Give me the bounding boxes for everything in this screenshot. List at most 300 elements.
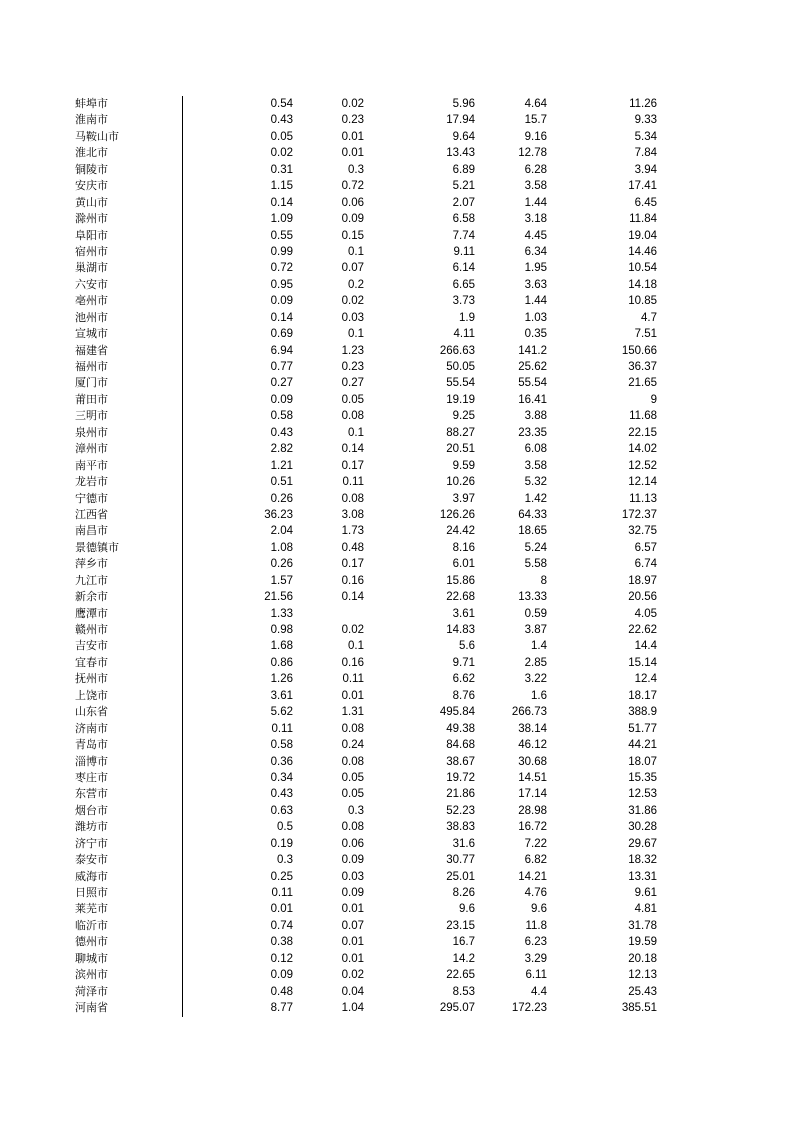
value-cell-col-1: 0.58 (270, 410, 293, 423)
value-cell-col-5: 9.61 (634, 887, 657, 899)
table-row (0, 260, 794, 276)
value-cell-col-5: 4.7 (641, 311, 657, 324)
value-cell-col-1: 0.3 (277, 854, 293, 867)
region-name-cell: 景德镇市 (75, 540, 119, 554)
value-cell-col-4: 12.78 (518, 147, 547, 160)
value-cell-col-2: 0.15 (341, 229, 364, 242)
region-name-cell: 东营市 (75, 787, 108, 801)
value-cell-col-3: 52.23 (446, 804, 475, 817)
value-cell-col-2: 0.07 (341, 262, 364, 275)
table-row (0, 112, 794, 128)
table-row (0, 803, 794, 819)
value-cell-col-3: 9.11 (453, 245, 475, 258)
value-cell-col-1: 0.25 (270, 870, 293, 883)
value-cell-col-3: 49.38 (446, 722, 475, 735)
region-name-cell: 河南省 (75, 1001, 108, 1015)
value-cell-col-1: 36.23 (264, 508, 293, 521)
value-cell-col-4: 64.33 (518, 508, 547, 521)
value-cell-col-5: 11.68 (629, 410, 657, 423)
value-cell-col-2: 0.04 (341, 985, 364, 998)
value-cell-col-1: 1.21 (270, 459, 293, 472)
value-cell-col-2: 0.05 (341, 393, 364, 406)
region-name-cell: 漳州市 (75, 442, 108, 456)
value-cell-col-4: 3.87 (524, 624, 547, 636)
table-row (0, 178, 794, 194)
value-cell-col-2: 0.1 (348, 245, 364, 258)
region-name-cell: 滁州市 (75, 212, 108, 226)
value-cell-col-2: 0.3 (348, 804, 364, 817)
value-cell-col-5: 12.52 (628, 459, 657, 472)
table-row (0, 474, 794, 490)
value-cell-col-1: 0.12 (270, 952, 293, 965)
value-cell-col-4: 8 (540, 574, 547, 587)
value-cell-col-3: 16.7 (452, 936, 475, 949)
value-cell-col-1: 0.31 (270, 163, 293, 176)
table-row (0, 310, 794, 326)
table-row (0, 228, 794, 244)
region-name-cell: 淮北市 (75, 146, 108, 160)
value-cell-col-4: 30.68 (518, 755, 547, 768)
value-cell-col-4: 11.8 (525, 919, 547, 932)
region-name-cell: 新余市 (75, 590, 108, 604)
value-cell-col-2: 0.16 (341, 574, 364, 587)
value-cell-col-3: 266.63 (439, 344, 475, 357)
table-row (0, 408, 794, 424)
value-cell-col-1: 0.95 (270, 278, 293, 291)
value-cell-col-5: 22.15 (628, 426, 657, 439)
value-cell-col-5: 7.84 (634, 147, 657, 160)
value-cell-col-2: 0.02 (341, 98, 364, 110)
value-cell-col-1: 0.69 (270, 328, 293, 341)
value-cell-col-4: 7.22 (524, 837, 547, 850)
region-name-cell: 滨州市 (75, 968, 108, 982)
value-cell-col-5: 18.32 (628, 854, 657, 867)
value-cell-col-4: 1.4 (531, 640, 547, 653)
table-row (0, 869, 794, 885)
value-cell-col-2: 1.73 (341, 525, 364, 538)
value-cell-col-4: 28.98 (518, 804, 547, 817)
value-cell-col-2: 0.01 (341, 903, 364, 916)
table-row (0, 885, 794, 901)
value-cell-col-1: 0.02 (270, 147, 293, 160)
value-cell-col-2: 0.17 (341, 459, 364, 472)
value-cell-col-4: 38.14 (518, 722, 547, 735)
value-cell-col-5: 18.97 (628, 574, 657, 587)
value-cell-col-4: 6.11 (525, 969, 547, 982)
value-cell-col-5: 10.85 (628, 295, 657, 308)
value-cell-col-3: 295.07 (439, 1002, 475, 1015)
value-cell-col-5: 29.67 (628, 837, 657, 850)
region-name-cell: 青岛市 (75, 738, 108, 752)
value-cell-col-4: 1.44 (524, 196, 547, 209)
value-cell-col-5: 14.02 (628, 443, 657, 456)
value-cell-col-2: 0.08 (341, 722, 364, 735)
value-cell-col-4: 4.64 (524, 98, 547, 110)
table-row (0, 606, 794, 622)
value-cell-col-5: 36.37 (628, 361, 657, 373)
value-cell-col-5: 44.21 (628, 739, 657, 752)
region-name-cell: 泰安市 (75, 853, 108, 867)
value-cell-col-1: 0.27 (270, 377, 293, 390)
region-name-cell: 三明市 (75, 409, 108, 423)
value-cell-col-2: 0.08 (341, 755, 364, 768)
value-cell-col-1: 0.58 (270, 739, 293, 752)
value-cell-col-1: 0.36 (270, 755, 293, 768)
value-cell-col-3: 3.61 (452, 607, 475, 620)
value-cell-col-3: 17.94 (446, 114, 475, 127)
value-cell-col-3: 8.53 (452, 985, 475, 998)
value-cell-col-3: 22.65 (446, 969, 475, 982)
value-cell-col-3: 6.62 (452, 673, 475, 686)
value-cell-col-3: 9.71 (452, 656, 475, 669)
value-cell-col-1: 1.26 (270, 673, 293, 686)
table-row (0, 622, 794, 638)
value-cell-col-1: 0.11 (271, 887, 293, 899)
value-cell-col-5: 12.4 (634, 673, 657, 686)
value-cell-col-2: 0.14 (341, 591, 364, 604)
value-cell-col-2: 0.27 (341, 377, 364, 390)
value-cell-col-2: 0.3 (348, 163, 364, 176)
value-cell-col-4: 4.45 (524, 229, 547, 242)
value-cell-col-5: 7.51 (634, 328, 657, 341)
value-cell-col-3: 88.27 (446, 426, 475, 439)
value-cell-col-2: 0.24 (341, 739, 364, 752)
region-name-cell: 枣庄市 (75, 770, 108, 784)
table-row (0, 359, 794, 375)
value-cell-col-3: 55.54 (446, 377, 475, 390)
value-cell-col-5: 51.77 (628, 722, 657, 735)
value-cell-col-1: 1.68 (270, 640, 293, 653)
table-row (0, 491, 794, 507)
value-cell-col-5: 15.14 (628, 656, 657, 669)
value-cell-col-3: 126.26 (439, 508, 475, 521)
value-cell-col-5: 32.75 (628, 525, 657, 538)
table-row (0, 326, 794, 342)
value-cell-col-4: 14.21 (518, 870, 547, 883)
region-name-cell: 莆田市 (75, 392, 108, 406)
value-cell-col-1: 0.74 (270, 919, 293, 932)
value-cell-col-4: 3.29 (524, 952, 547, 965)
value-cell-col-2: 0.01 (341, 147, 364, 160)
region-name-cell: 临沂市 (75, 918, 108, 932)
region-name-cell: 宁德市 (75, 491, 108, 505)
value-cell-col-5: 11.13 (629, 492, 657, 505)
value-cell-col-5: 14.18 (628, 278, 657, 291)
table-row (0, 901, 794, 917)
region-name-cell: 龙岩市 (75, 475, 108, 489)
region-name-cell: 巢湖市 (75, 261, 108, 275)
value-cell-col-3: 9.25 (452, 410, 475, 423)
value-cell-col-5: 385.51 (621, 1002, 657, 1015)
value-cell-col-2: 1.23 (341, 344, 364, 357)
value-cell-col-5: 5.34 (634, 130, 657, 143)
value-cell-col-1: 0.19 (270, 837, 293, 850)
table-row (0, 754, 794, 770)
value-cell-col-5: 6.45 (634, 196, 657, 209)
region-name-cell: 安庆市 (75, 179, 108, 193)
region-name-cell: 铜陵市 (75, 162, 108, 176)
region-name-cell: 厦门市 (75, 376, 108, 390)
region-name-cell: 宿州市 (75, 244, 108, 258)
value-cell-col-1: 0.5 (277, 821, 293, 834)
value-cell-col-2: 0.08 (341, 410, 364, 423)
value-cell-col-1: 0.51 (270, 476, 293, 489)
value-cell-col-1: 5.62 (270, 706, 293, 719)
value-cell-col-3: 8.76 (452, 689, 475, 702)
region-name-cell: 德州市 (75, 935, 108, 949)
region-name-cell: 淮南市 (75, 113, 108, 127)
value-cell-col-3: 14.83 (446, 624, 475, 636)
value-cell-col-1: 1.15 (270, 180, 293, 193)
value-cell-col-1: 0.34 (270, 771, 293, 784)
region-name-cell: 赣州市 (75, 623, 108, 636)
value-cell-col-5: 18.07 (628, 755, 657, 768)
value-cell-col-1: 1.57 (270, 574, 293, 587)
value-cell-col-1: 0.09 (270, 969, 293, 982)
value-cell-col-3: 9.64 (452, 130, 475, 143)
value-cell-col-2: 0.01 (341, 130, 364, 143)
value-cell-col-1: 1.09 (270, 213, 293, 226)
value-cell-col-5: 20.56 (628, 591, 657, 604)
value-cell-col-3: 5.6 (459, 640, 475, 653)
table-row (0, 145, 794, 161)
region-name-cell: 南昌市 (75, 524, 108, 538)
value-cell-col-4: 25.62 (518, 361, 547, 373)
value-cell-col-2: 0.48 (341, 541, 364, 554)
value-cell-col-5: 19.04 (628, 229, 657, 242)
value-cell-col-5: 6.74 (634, 558, 657, 571)
value-cell-col-3: 31.6 (452, 837, 475, 850)
value-cell-col-5: 172.37 (621, 508, 657, 521)
value-cell-col-1: 0.63 (270, 804, 293, 817)
table-row (0, 343, 794, 359)
value-cell-col-3: 6.65 (452, 278, 475, 291)
value-cell-col-5: 15.35 (628, 771, 657, 784)
value-cell-col-2: 0.03 (341, 870, 364, 883)
value-cell-col-3: 24.42 (446, 525, 475, 538)
value-cell-col-4: 3.18 (524, 213, 547, 226)
value-cell-col-3: 5.96 (452, 98, 475, 110)
value-cell-col-2: 0.05 (341, 771, 364, 784)
table-row (0, 1000, 794, 1016)
value-cell-col-4: 3.88 (524, 410, 547, 423)
value-cell-col-3: 6.89 (452, 163, 475, 176)
table-row (0, 277, 794, 293)
table-row (0, 967, 794, 983)
value-cell-col-2: 3.08 (341, 508, 364, 521)
value-cell-col-1: 0.54 (270, 98, 293, 110)
value-cell-col-3: 21.86 (446, 788, 475, 801)
value-cell-col-4: 3.63 (524, 278, 547, 291)
value-cell-col-5: 4.05 (634, 607, 657, 620)
value-cell-col-3: 15.86 (446, 574, 475, 587)
value-cell-col-5: 388.9 (628, 706, 657, 719)
region-name-cell: 山东省 (75, 705, 108, 719)
value-cell-col-1: 0.09 (270, 393, 293, 406)
value-cell-col-5: 31.86 (628, 804, 657, 817)
value-cell-col-2: 0.06 (341, 837, 364, 850)
value-cell-col-4: 23.35 (518, 426, 547, 439)
table-row (0, 704, 794, 720)
region-name-cell: 宜春市 (75, 655, 108, 669)
value-cell-col-1: 1.33 (270, 607, 293, 620)
value-cell-col-4: 6.28 (524, 163, 547, 176)
value-cell-col-4: 3.22 (524, 673, 547, 686)
table-row (0, 162, 794, 178)
region-name-cell: 亳州市 (75, 294, 108, 308)
value-cell-col-5: 25.43 (628, 985, 657, 998)
value-cell-col-2: 0.1 (348, 426, 364, 439)
value-cell-col-2: 0.23 (341, 114, 364, 127)
value-cell-col-4: 2.85 (524, 656, 547, 669)
value-cell-col-5: 3.94 (634, 163, 657, 176)
region-name-cell: 蚌埠市 (75, 97, 108, 110)
region-name-cell: 萍乡市 (75, 557, 108, 571)
value-cell-col-1: 0.38 (270, 936, 293, 949)
value-cell-col-2: 0.01 (341, 936, 364, 949)
region-name-cell: 抚州市 (75, 672, 108, 686)
value-cell-col-5: 17.41 (628, 180, 657, 193)
value-cell-col-4: 6.23 (524, 936, 547, 949)
value-cell-col-1: 21.56 (264, 591, 293, 604)
value-cell-col-3: 2.07 (452, 196, 475, 209)
value-cell-col-5: 4.81 (634, 903, 657, 916)
value-cell-col-2: 0.09 (341, 854, 364, 867)
table-row (0, 589, 794, 605)
table-row (0, 786, 794, 802)
value-cell-col-3: 22.68 (446, 591, 475, 604)
value-cell-col-2: 0.03 (341, 311, 364, 324)
value-cell-col-5: 6.57 (634, 541, 657, 554)
value-cell-col-2: 0.1 (348, 328, 364, 341)
value-cell-col-3: 4.11 (453, 328, 475, 341)
value-cell-col-1: 1.08 (270, 541, 293, 554)
region-name-cell: 黄山市 (75, 195, 108, 209)
value-cell-col-1: 0.43 (270, 788, 293, 801)
value-cell-col-4: 55.54 (518, 377, 547, 390)
value-cell-col-5: 30.28 (628, 821, 657, 834)
value-cell-col-2: 0.01 (341, 689, 364, 702)
value-cell-col-2: 0.05 (341, 788, 364, 801)
value-cell-col-5: 9.33 (634, 114, 657, 127)
value-cell-col-4: 4.4 (531, 985, 547, 998)
value-cell-col-5: 12.14 (628, 476, 657, 489)
data-table (0, 96, 794, 1017)
value-cell-col-1: 0.72 (270, 262, 293, 275)
value-cell-col-4: 3.58 (524, 459, 547, 472)
region-name-cell: 池州市 (75, 310, 108, 324)
table-row (0, 441, 794, 457)
region-name-cell: 马鞍山市 (75, 129, 119, 143)
value-cell-col-4: 5.32 (524, 476, 547, 489)
region-name-cell: 威海市 (75, 869, 108, 883)
value-cell-col-4: 15.7 (524, 114, 547, 127)
value-cell-col-3: 6.01 (452, 558, 475, 571)
value-cell-col-3: 9.6 (459, 903, 475, 916)
value-cell-col-4: 172.23 (511, 1002, 547, 1015)
region-name-cell: 烟台市 (75, 803, 108, 817)
value-cell-col-5: 150.66 (621, 344, 657, 357)
table-row (0, 425, 794, 441)
value-cell-col-1: 0.14 (270, 196, 293, 209)
value-cell-col-2: 0.01 (341, 952, 364, 965)
value-cell-col-1: 8.77 (270, 1002, 293, 1015)
table-row (0, 556, 794, 572)
value-cell-col-4: 6.82 (524, 854, 547, 867)
value-cell-col-5: 22.62 (628, 624, 657, 636)
table-row (0, 129, 794, 145)
region-name-cell: 福州市 (75, 360, 108, 373)
value-cell-col-1: 2.04 (270, 525, 293, 538)
table-row (0, 688, 794, 704)
value-cell-col-4: 0.59 (524, 607, 547, 620)
value-cell-col-5: 9 (650, 393, 657, 406)
region-name-cell: 南平市 (75, 458, 108, 472)
value-cell-col-5: 13.31 (628, 870, 657, 883)
value-cell-col-4: 0.35 (524, 328, 547, 341)
value-cell-col-1: 0.05 (270, 130, 293, 143)
value-cell-col-2: 1.31 (341, 706, 364, 719)
region-name-cell: 鹰潭市 (75, 606, 108, 620)
value-cell-col-1: 0.99 (270, 245, 293, 258)
value-cell-col-4: 5.24 (524, 541, 547, 554)
value-cell-col-4: 16.41 (518, 393, 547, 406)
value-cell-col-5: 18.17 (628, 689, 657, 702)
value-cell-col-1: 0.86 (270, 656, 293, 669)
value-cell-col-3: 1.9 (459, 311, 475, 324)
value-cell-col-5: 20.18 (628, 952, 657, 965)
value-cell-col-5: 12.13 (628, 969, 657, 982)
value-cell-col-4: 9.6 (531, 903, 547, 916)
table-row (0, 638, 794, 654)
value-cell-col-2: 0.11 (342, 673, 364, 686)
value-cell-col-2: 0.06 (341, 196, 364, 209)
value-cell-col-5: 19.59 (628, 936, 657, 949)
value-cell-col-1: 0.55 (270, 229, 293, 242)
value-cell-col-2: 0.09 (341, 887, 364, 899)
value-cell-col-2: 0.1 (348, 640, 364, 653)
table-row (0, 96, 794, 112)
value-cell-col-1: 0.98 (270, 624, 293, 636)
value-cell-col-4: 1.42 (524, 492, 547, 505)
region-name-cell: 济宁市 (75, 836, 108, 850)
value-cell-col-3: 30.77 (446, 854, 475, 867)
value-cell-col-3: 13.43 (446, 147, 475, 160)
table-row (0, 375, 794, 391)
region-name-cell: 莱芜市 (75, 902, 108, 916)
table-row (0, 852, 794, 868)
value-cell-col-4: 17.14 (518, 788, 547, 801)
value-cell-col-2: 0.08 (341, 492, 364, 505)
value-cell-col-2: 0.17 (341, 558, 364, 571)
value-cell-col-3: 20.51 (446, 443, 475, 456)
value-cell-col-1: 0.77 (270, 361, 293, 373)
value-cell-col-4: 5.58 (524, 558, 547, 571)
region-name-cell: 九江市 (75, 573, 108, 587)
value-cell-col-1: 2.82 (270, 443, 293, 456)
value-cell-col-2: 0.02 (341, 624, 364, 636)
region-name-cell: 吉安市 (75, 639, 108, 653)
value-cell-col-1: 0.43 (270, 426, 293, 439)
value-cell-col-2: 1.04 (341, 1002, 364, 1015)
value-cell-col-3: 25.01 (446, 870, 475, 883)
value-cell-col-3: 8.16 (452, 541, 475, 554)
value-cell-col-3: 14.2 (452, 952, 475, 965)
table-row (0, 244, 794, 260)
value-cell-col-4: 4.76 (524, 887, 547, 899)
value-cell-col-4: 1.03 (524, 311, 547, 324)
region-name-cell: 聊城市 (75, 951, 108, 965)
